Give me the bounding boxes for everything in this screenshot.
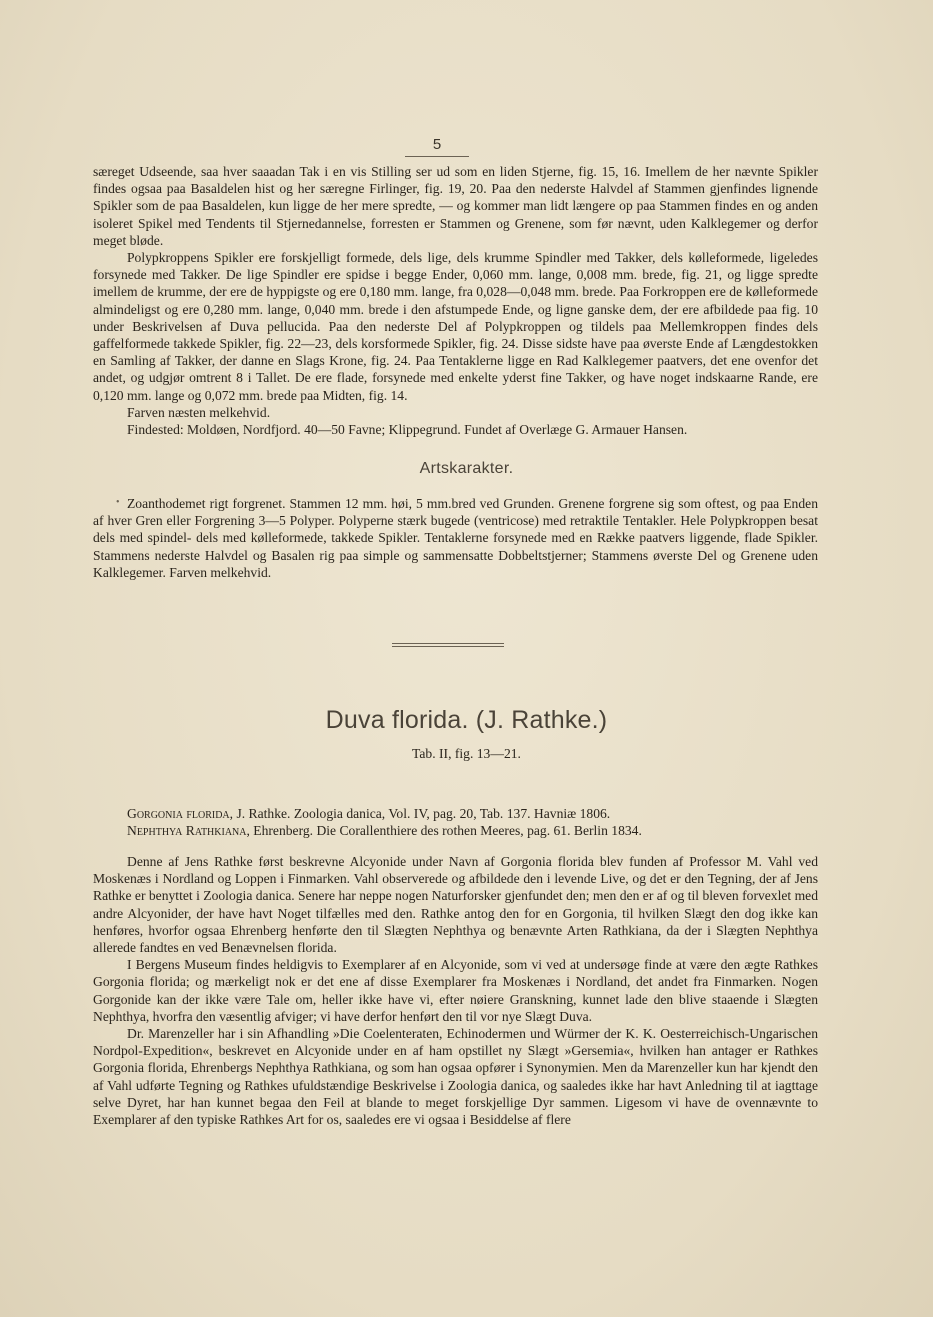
artskarakter-text: Zoanthodemet rigt forgrenet. Stammen 12 mm. høi, 5 mm.bred ved Grunden. Grenene forgrene sig som oftest, og paa Enden af hver Gren eller Forgrening 3—5 Polyper. Polyperne stærk bugede (ventricose) med retraktile Tentakler. Hele Polypkroppen besat dels med spindel- dels med kølleformede, takkede Spikler. Tentaklerne forsynede med en Række paatvers liggende, flade Spikler. Stammens nederste Halvdel og Basalen rig paa simple og sammensatte Dobbeltstjerner; Stammens øverste Del og Grenene uden Kalklegemer. Farven melkehvid. <box>93 496 818 580</box>
synonym-citation: , Ehrenberg. Die Corallenthiere des rothen Meeres, pag. 61. Berlin 1834. <box>246 823 642 839</box>
synonym-name: Nephthya Rathkiana <box>127 823 247 839</box>
synonym-citation: , J. Rathke. Zoologia danica, Vol. IV, pag. 20, Tab. 137. Havniæ 1806. <box>229 806 611 821</box>
plate-reference: Tab. II, fig. 13—21. <box>412 746 521 761</box>
paragraph-spikler-basal: særeget Udseende, saa hver saaadan Tak i en vis Stilling ser ud som en liden Stjerne, fig. 15, 16. Imellem de her nævnte Spikler findes ogsaa paa Basaldelen hist og her særegne Firlinger, fig. 19, 20. Paa den nederste Halvdel af Stammen gjenfindes lignende Spikler som de paa Basaldelen, kun ligge de her mere spredte, — og kommer man lidt længere op paa Stammen findes en og anden isoleret Spikel med Tendents til Stjernedannelse, forresten er Stammen og Grenene, som før nævnt, uden Kalklegemer og derfor meget bløde. <box>93 164 818 248</box>
section-divider-top <box>392 643 504 644</box>
paragraph-farven: Farven næsten melkehvid. <box>127 404 271 420</box>
margin-mark: • <box>116 497 120 508</box>
synonym-entry <box>93 822 818 839</box>
paragraph-rathke-history: Denne af Jens Rathke først beskrevne Alcyonide under Navn af Gorgonia florida blev funden af Professor M. Vahl ved Moskenæs i Nordland og Loppen i Finmarken. Vahl observerede og afbildede den i levende Live, og det er den Tegning, der af Jens Rathke er benyttet i Zoologia danica. Senere har neppe nogen Naturforsker gjenfundet den; men den er af og til bleven forvexlet med andre Alcyonider, der have havt Noget tilfælles med den. Rathke antog den for en Gorgonia, til hvilken Slægt den dog ikke kan henføres, hvorfor ogsaa Ehrenberg henførte den til Slægten Nephthya og benævnte Arten Rathkiana, da der i Slægten Nephthya allerede fandtes en ved Benævnelsen florida. <box>93 854 818 956</box>
page-number-rule <box>405 156 469 157</box>
section-divider-bottom <box>392 646 504 647</box>
paragraph-polypkroppen: Polypkroppens Spikler ere forskjelligt formede, dels lige, dels krumme Spindler med Takker, dels kølleformede, ligeledes forsynede med Takker. De lige Spindler ere spidse i begge Ender, 0,060 mm. lange, 0,008 mm. brede, fig. 21, og ligge spredte imellem de krumme, der ere de hyppigste og ere 0,180 mm. lange, fra 0,028—0,048 mm. brede. Paa Forkroppen ere de kølleformede almindeligst og ere 0,280 mm. lange, 0,040 mm. brede i den afstumpede Ende, og ligne ganske dem, der ere afbildede paa fig. 10 under Beskrivelsen af Duva pellucida. Paa den nederste Del af Polypkroppen og tildels paa Mellemkroppen findes dels gaffelformede takkede Spikler, fig. 22—23, dels korsformede Spikler, fig. 24. Disse sidste have paa øverste Ende af Længdestokken en Samling af Takker, der danne en Slags Krone, fig. 24. Paa Tentaklerne ligge en Rad Kalklegemer paatvers, det ene ovenfor det andet, og udgjør omtrent 8 i Tallet. De ere flade, forsynede med enkelte yderst fine Takker, og have noget indskaarne Rande, ere 0,120 mm. lange og 0,072 mm. brede paa Midten, fig. 14. <box>93 250 818 403</box>
page-number: 5 <box>432 136 442 153</box>
synonym-entry <box>93 805 818 822</box>
species-title: Duva florida. (J. Rathke.) <box>325 706 608 734</box>
artskarakter-section <box>93 495 818 581</box>
artskarakter-heading: Artskarakter. <box>419 460 514 477</box>
synonymy-list <box>93 805 818 839</box>
synonym-name: Gorgonia florida <box>127 806 230 821</box>
paragraph-findested: Findested: Moldøen, Nordfjord. 40—50 Favne; Klippegrund. Fundet af Overlæge G. Armauer Hansen. <box>127 422 688 438</box>
body-text <box>93 853 818 1128</box>
paragraph-bergens-museum: I Bergens Museum findes heldigvis to Exemplarer af en Alcyonide, som vi ved at undersøge finde at være den ægte Rathkes Gorgonia florida; og mærkeligt nok er det ene af disse Exemplarer fra Moskenæs i Nordland, det andet fra Finmarken. Nogen Gorgonide kan der ikke være Tale om, heller ikke have vi, efter nøiere Granskning, kunnet lade den blive staaende i Slægten Nephthya, hvorfra den væsentlig afviger; vi have derfor henført den til vor nye Slægt Duva. <box>93 957 818 1024</box>
continuation-text <box>93 163 818 438</box>
paragraph-marenzeller: Dr. Marenzeller har i sin Afhandling »Die Coelenteraten, Echinodermen und Würmer der K. K. Oesterreichisch-Ungarischen Nordpol-Expedition«, beskrevet en Alcyonide under en af ham opstillet ny Slægt »Gersemia«, hvilken han antager er Rathkes Gorgonia florida, Ehrenbergs Nephthya Rathkiana, og som han ogsaa opfører i Synonymien. Men da Marenzeller kun har kjendt den af Vahl udførte Tegning og Rathkes ufuldstændige Beskrivelse i Zoologia danica, og saaledes ikke har havt Anledning til at iagttage selve Dyret, har han kunnet begaa den Feil at blande to meget forskjellige Dyr sammen. Ligesom vi have de ovennævnte to Exemplarer af den typiske Rathkes Art for os, saaledes ere vi ogsaa i Besiddelse af flere <box>93 1026 818 1128</box>
